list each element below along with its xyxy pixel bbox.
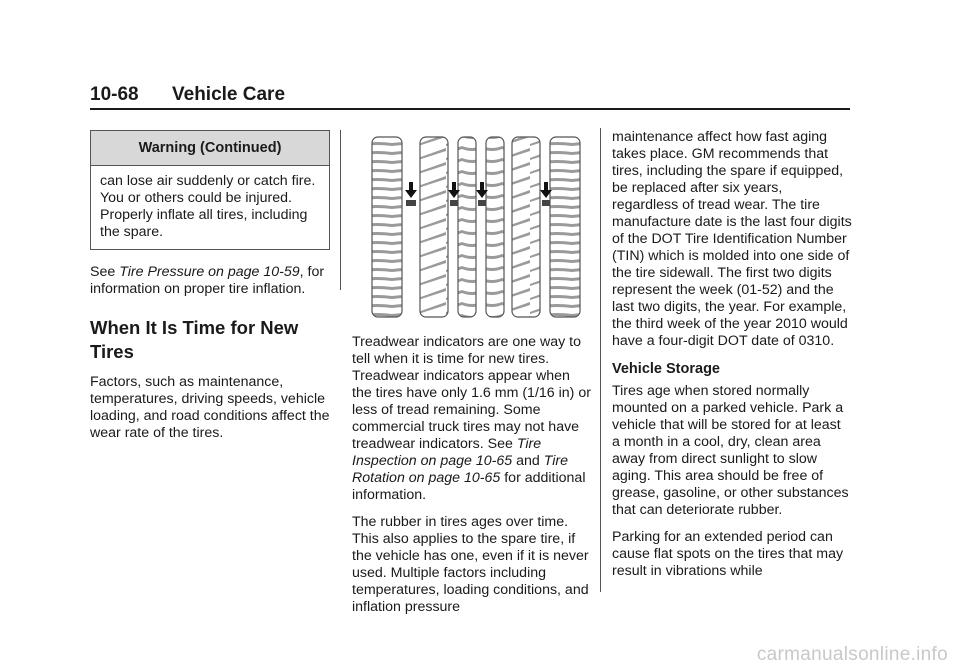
aging-paragraph: maintenance affect how fast aging takes place. GM recommends that tires, including the spare if equipped, be replaced after six years, regardless of tread wear. The tire manufacture date is the last four digits of the DOT Tire Identification Number (TIN) which is molded into one side of the tire sidewall. The first two digits represent the week (01-52) and the last two digits, the year. For example, the third week of the year 2010 would have a four-digit DOT date of 0310. bbox=[612, 129, 852, 349]
flat-spots-paragraph: Parking for an extended period can cause flat spots on the tires that may result in vibrations while bbox=[612, 529, 844, 579]
conjunction-text: and bbox=[512, 453, 544, 469]
rubber-aging-paragraph: The rubber in tires ages over time. This also applies to the spare tire, if the vehicle has one, even if it is never used. Multiple factors including temperatures, loading conditions, and inflation pressure bbox=[352, 514, 589, 615]
wear-factors-paragraph: Factors, such as maintenance, temperatures, driving speeds, vehicle loading, and road conditions affect the wear rate of the tires. bbox=[90, 374, 330, 441]
column-divider-2 bbox=[600, 128, 601, 592]
warning-body: can lose air suddenly or catch fire. You or others could be injured. Properly inflate all tires, including the spare. bbox=[100, 173, 316, 240]
section-heading-vehicle-storage: Vehicle Storage bbox=[612, 361, 720, 377]
column-2 bbox=[352, 130, 592, 626]
column-divider-1 bbox=[340, 130, 341, 290]
page-number: 10-68 bbox=[90, 84, 139, 105]
header-rule bbox=[90, 108, 850, 110]
warning-title: Warning (Continued) bbox=[91, 131, 329, 166]
treadwear-indicator-illustration bbox=[362, 132, 582, 322]
see-paragraph bbox=[90, 264, 332, 298]
warning-box bbox=[90, 130, 330, 250]
section-heading-new-tires: When It Is Time for New Tires bbox=[90, 317, 299, 362]
column-3 bbox=[612, 129, 852, 590]
page-header bbox=[90, 84, 285, 106]
column-1 bbox=[90, 130, 332, 452]
treadwear-end-text: for additional information. bbox=[352, 470, 586, 503]
storage-paragraph: Tires age when stored normally mounted on a parked vehicle. Park a vehicle that will be stored for at least a month in a cool, dry, clean area away from direct sunlight to slow aging. This area should be free of grease, gasoline, or other substances that can deteriorate rubber. bbox=[612, 383, 849, 518]
watermark-text: carmanualsonline.info bbox=[756, 644, 948, 665]
treadwear-text: Treadwear indicators are one way to tell when it is time for new tires. Treadwear indicators appear when the tires have only 1.6 mm (1/16 in) or less of tread remaining. Some commercial truck tires may not have treadwear indicators. See bbox=[352, 334, 591, 452]
tire-rotation-link[interactable]: Tire Rotation on page 10-65 bbox=[352, 453, 569, 486]
tire-inspection-link[interactable]: Tire Inspection on page 10-65 bbox=[352, 436, 542, 469]
tire-pressure-link[interactable]: Tire Pressure on page 10-59 bbox=[119, 264, 300, 280]
see-suffix: , for information on proper tire inflation. bbox=[90, 264, 325, 297]
treadwear-paragraph bbox=[352, 334, 592, 504]
see-prefix: See bbox=[90, 264, 120, 280]
section-title: Vehicle Care bbox=[172, 84, 286, 105]
